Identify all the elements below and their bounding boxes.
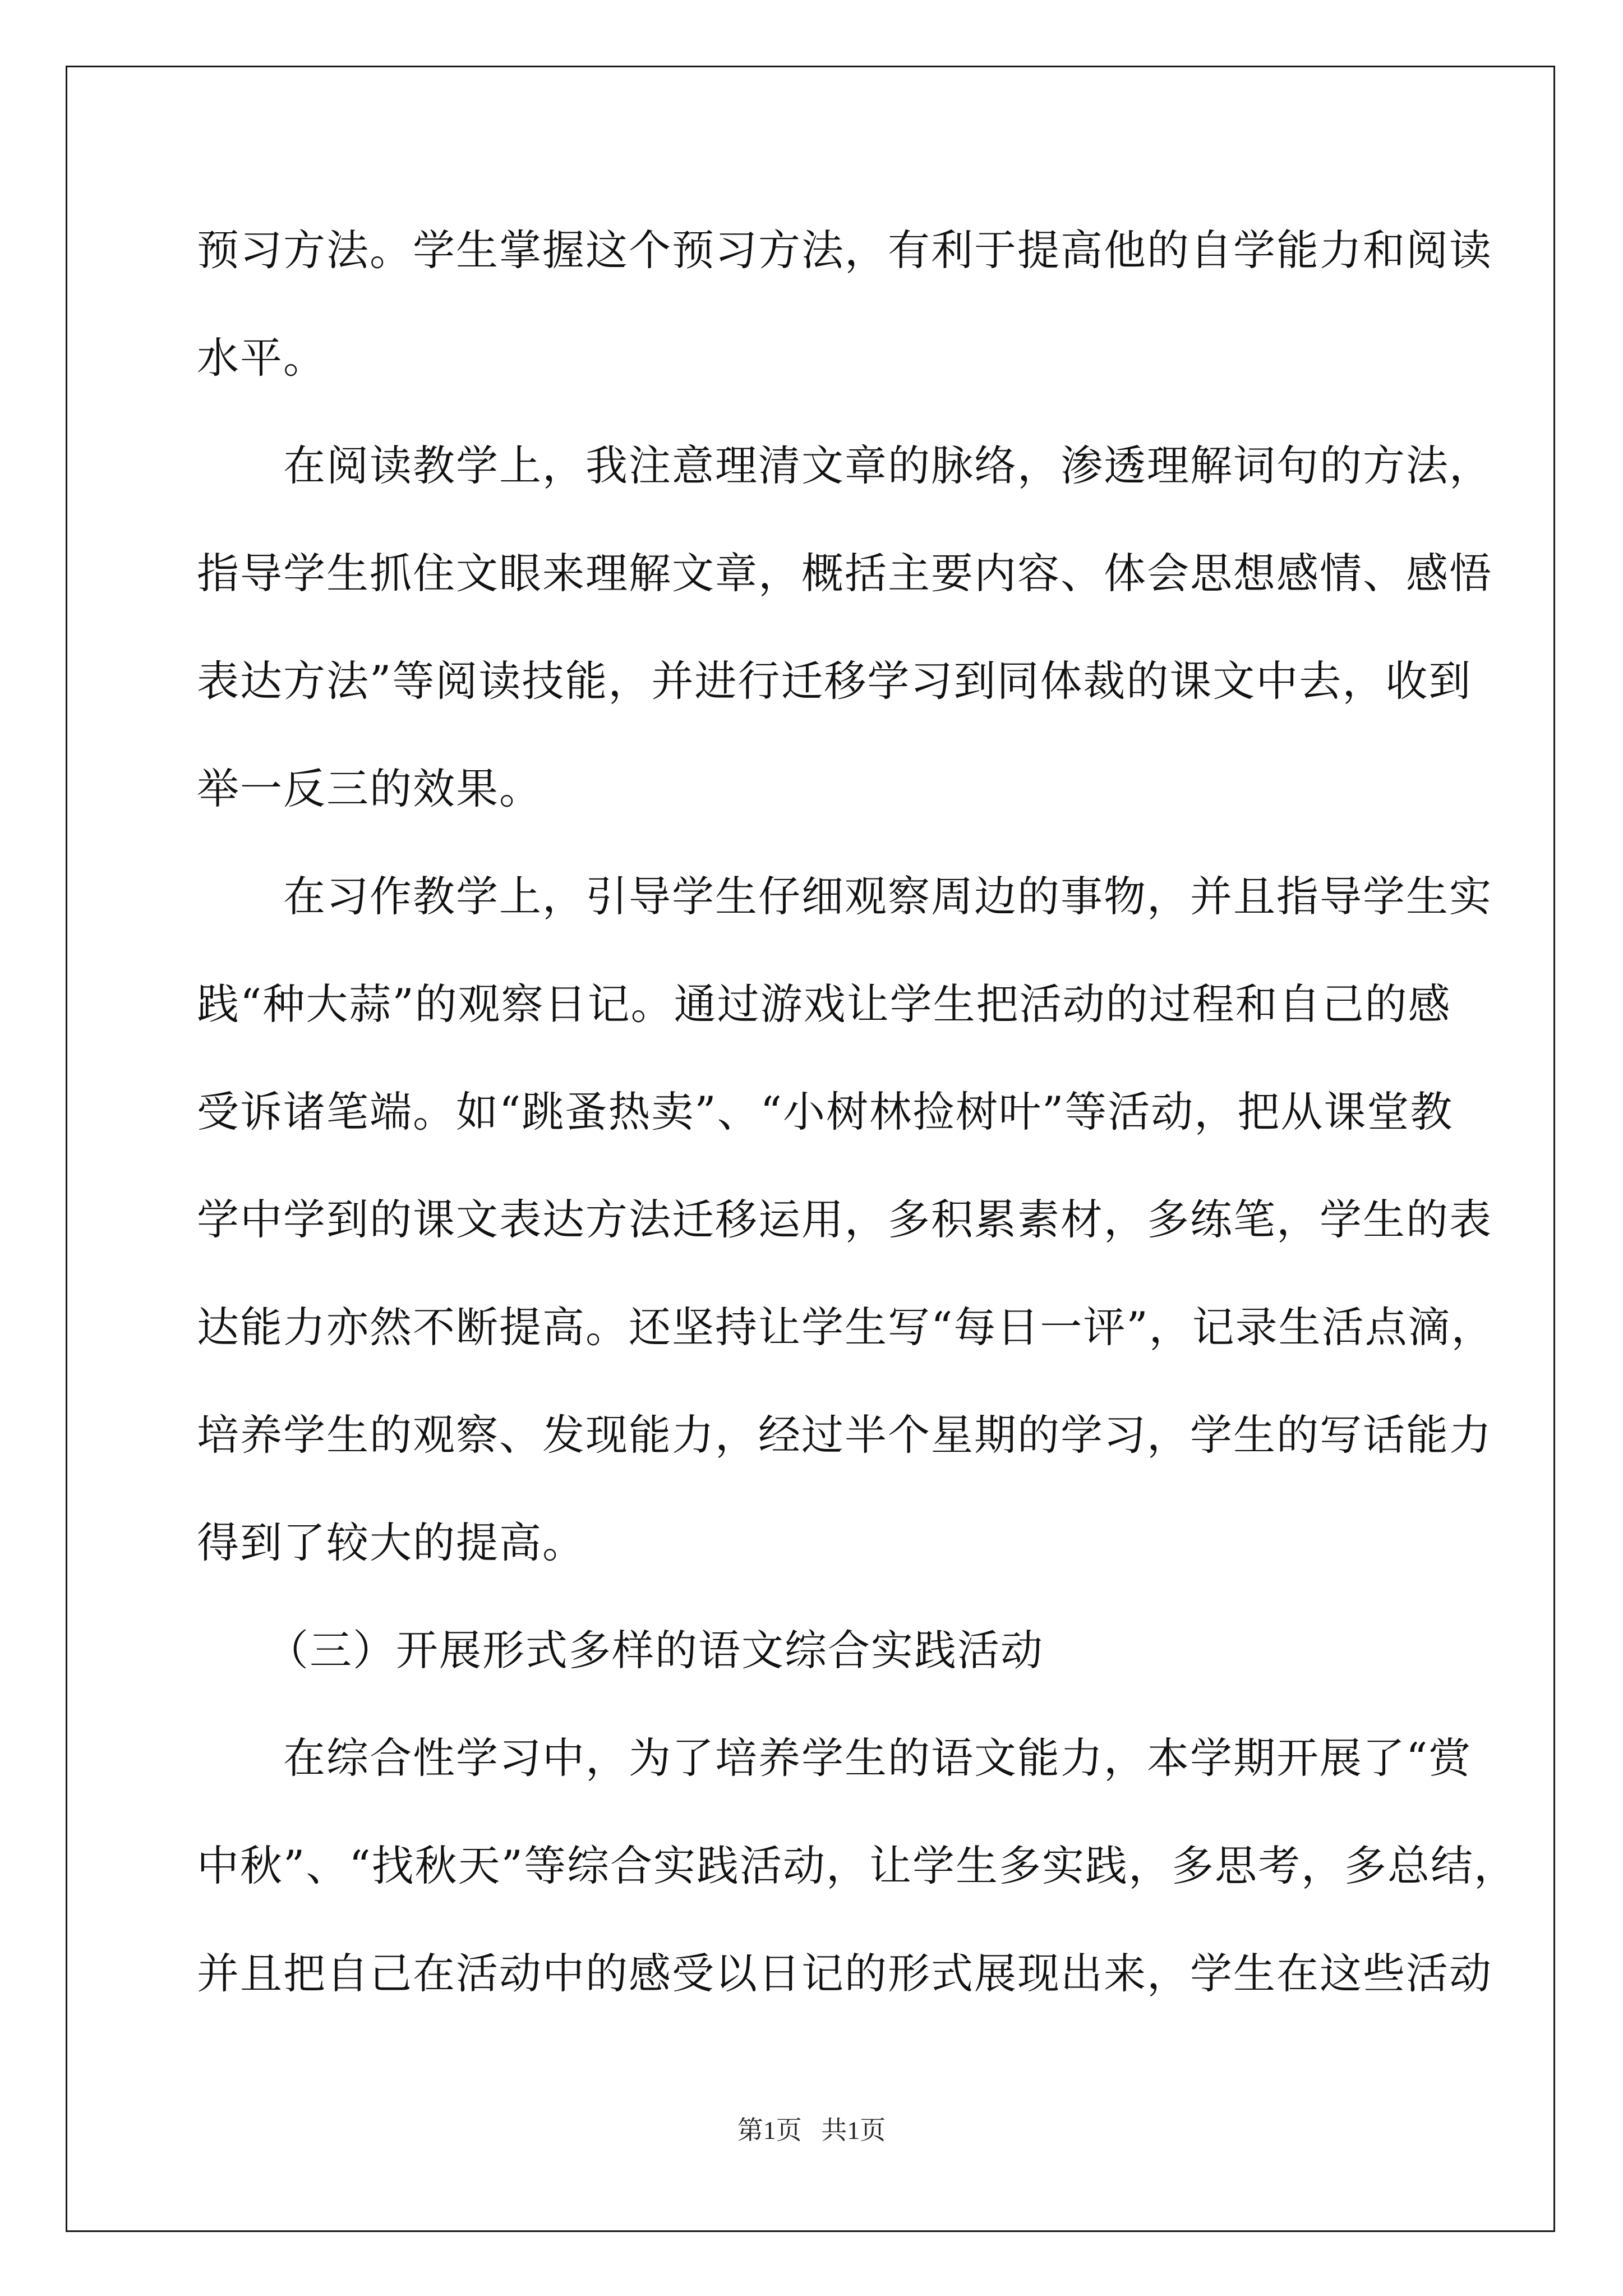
text-line: 学中学到的课文表达方法迁移运用，多积累素材，多练笔，学生的表 xyxy=(197,1195,1493,1244)
page-footer: 第1页 共1页 xyxy=(737,2116,886,2145)
text-line: 中秋”、“找秋天”等综合实践活动，让学生多实践，多思考，多总结， xyxy=(197,1841,1518,1890)
text-line: 践“种大蒜”的观察日记。通过游戏让学生把活动的过程和自己的感 xyxy=(197,979,1451,1029)
text-line: 并且把自己在活动中的感受以日记的形式展现出来，学生在这些活动 xyxy=(197,1949,1493,1998)
text-line: 预习方法。学生掌握这个预习方法，有利于提高他的自学能力和阅读 xyxy=(197,226,1493,275)
text-line: 在习作教学上，引导学生仔细观察周边的事物，并且指导学生实 xyxy=(283,872,1493,921)
text-line: 在阅读教学上，我注意理清文章的脉络，渗透理解词句的方法， xyxy=(283,441,1493,490)
section-heading: （三）开展形式多样的语文综合实践活动 xyxy=(266,1626,1044,1675)
text-line: 在综合性学习中，为了培养学生的语文能力，本学期开展了“赏 xyxy=(283,1733,1472,1783)
page-border xyxy=(66,66,1555,2232)
text-line: 培养学生的观察、发现能力，经过半个星期的学习，学生的写话能力 xyxy=(197,1410,1493,1460)
text-line: 达能力亦然不断提高。还坚持让学生写“每日一评”，记录生活点滴， xyxy=(197,1303,1495,1352)
text-line: 表达方法”等阅读技能，并进行迁移学习到同体裁的课文中去，收到 xyxy=(197,656,1472,706)
text-line: 举一反三的效果。 xyxy=(197,764,543,813)
text-line: 得到了较大的提高。 xyxy=(197,1518,586,1567)
text-line: 水平。 xyxy=(197,333,327,383)
text-line: 指导学生抓住文眼来理解文章，概括主要内容、体会思想感情、感悟 xyxy=(197,549,1493,598)
text-line: 受诉诸笔端。如“跳蚤热卖”、“小树林捡树叶”等活动，把从课堂教 xyxy=(197,1087,1454,1137)
